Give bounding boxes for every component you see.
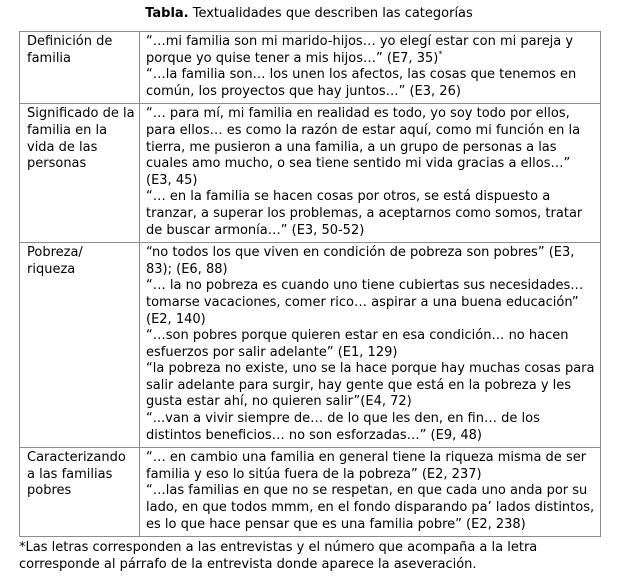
table-caption <box>0 6 618 22</box>
footnote: *Las letras corresponden a las entrevistas y el número que acompaña a la letra corresponde al párrafo de la entrevista donde aparece la aseveración. <box>19 540 538 572</box>
row-quotes <box>140 243 601 448</box>
table-row-definicion <box>20 32 601 104</box>
quote: “…son pobres porque quieren estar en esa condición… no hacen esfuerzos por salir adelante” (E1, 129) <box>146 328 569 360</box>
quote: “… en la familia se hacen cosas por otros, se está dispuesto a tranzar, a superar los problemas, a aceptarnos como somos, tratar de buscar armonía…” (E3, 50-52) <box>146 189 583 238</box>
table-row-significado <box>20 104 601 243</box>
row-label: Caracterizando a las familias pobres <box>20 448 140 537</box>
row-label: Definición de familia <box>20 32 140 104</box>
quote: “… en cambio una familia en general tiene la riqueza misma de ser familia y eso lo sitúa fuera de la pobreza” (E2, 237) <box>146 450 587 482</box>
caption-bold: Tabla. <box>145 6 189 21</box>
row-quotes <box>140 104 601 243</box>
footnote-marker: * <box>438 49 443 59</box>
caption-text: Textualidades que describen las categorías <box>188 6 473 21</box>
quote: “...van a vivir siempre de… de lo que les den, en fin… de los distintos beneficios… no son esforzadas…” (E9, 48) <box>146 411 540 443</box>
categories-table <box>19 31 601 537</box>
quote: “… la no pobreza es cuando uno tiene cubiertas sus necesidades… tomarse vacaciones, comer rico… aspirar a una buena educación” (E2, 140) <box>146 278 584 327</box>
quote: “…las familias en que no se respetan, en que cada uno anda por su lado, en que todos mmm, en el fondo disparando pa’ lados distintos, es lo que hace pensar que es una familia pobre” (E2, 238) <box>146 483 595 532</box>
row-quotes <box>140 448 601 537</box>
row-label: Pobreza/ riqueza <box>20 243 140 448</box>
table-row-pobreza <box>20 243 601 448</box>
row-quotes <box>140 32 601 104</box>
quote: “…mi familia son mi marido-hijos… yo elegí estar con mi pareja y porque yo quise tener a mis hijos…” (E7, 35)* <box>146 34 574 66</box>
row-label: Significado de la familia en la vida de las personas <box>20 104 140 243</box>
quote: “no todos los que viven en condición de pobreza son pobres” (E3, 83); (E6, 88) <box>146 245 575 277</box>
quote: “… para mí, mi familia en realidad es todo, yo soy todo por ellos, para ellos… es como la razón de estar aquí, como mi función en la tierra, me pusieron a una familia, a un grupo de personas a las cuales amo mucho, o sea tiene sentido mi vida gracias a ellos…” (E3, 45) <box>146 106 581 188</box>
quote: “…la familia son… los unen los afectos, las cosas que tenemos en común, los proyectos que hay juntos…” (E3, 26) <box>146 67 577 99</box>
table-row-caracterizando <box>20 448 601 537</box>
quote: “la pobreza no existe, uno se la hace porque hay muchas cosas para salir adelante para surgir, hay gente que está en la pobreza y les gusta estar ahí, no quieren salir”(E4, 72) <box>146 361 595 410</box>
